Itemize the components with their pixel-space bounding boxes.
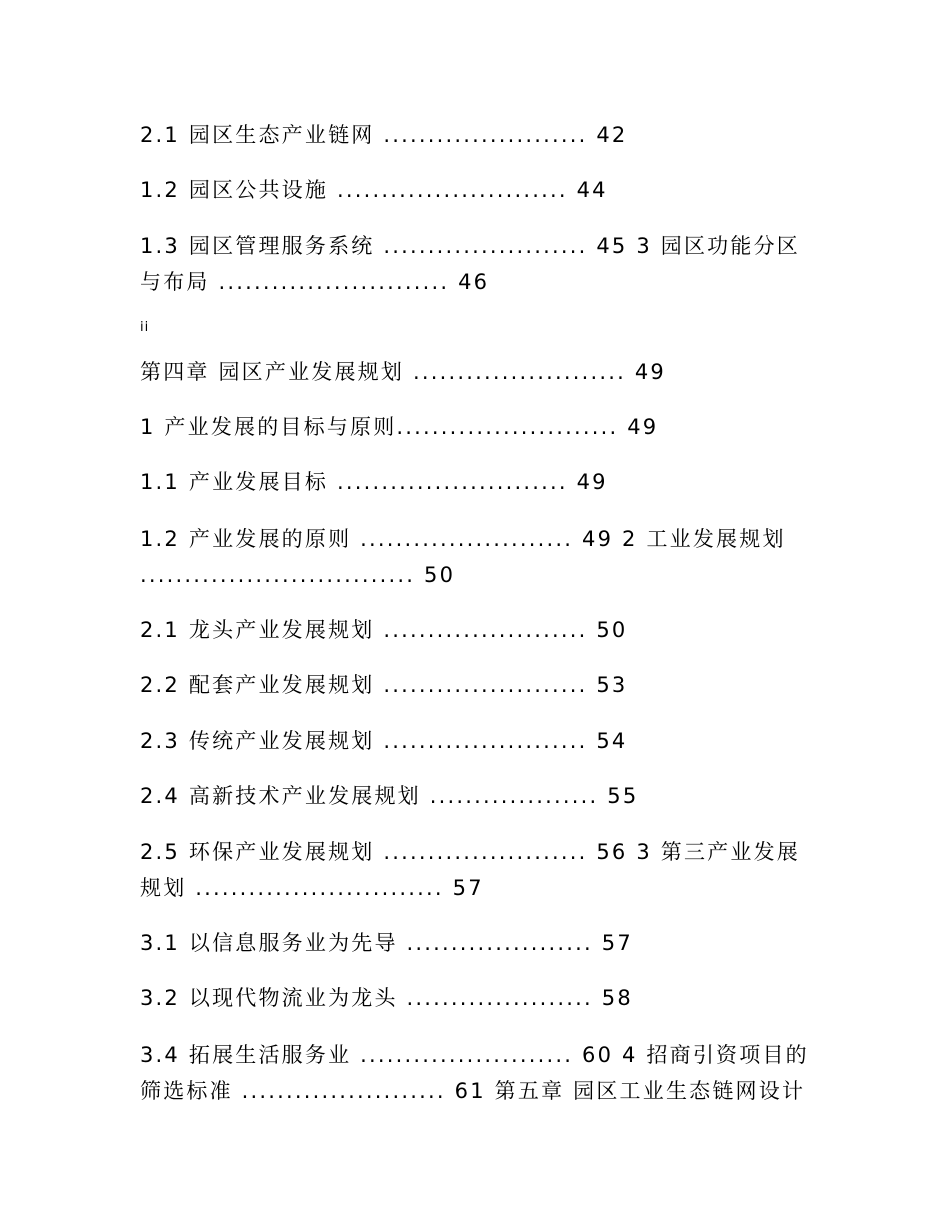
toc-entry-1-1: 1.1 产业发展目标 .......................... 49 bbox=[140, 470, 608, 494]
toc-entry-1-2: 1.2 园区公共设施 .......................... 44 bbox=[140, 178, 608, 202]
toc-entry-2-4: 2.4 高新技术产业发展规划 ................... 55 bbox=[140, 784, 639, 808]
toc-entry-3-1: 3.1 以信息服务业为先导 ..................... 57 bbox=[140, 931, 633, 955]
toc-entry-2-2: 2.2 配套产业发展规划 ....................... 53 bbox=[140, 673, 628, 697]
toc-entry-1: 1 产业发展的目标与原则......................... 49 bbox=[140, 415, 659, 439]
toc-entry-2-3: 2.3 传统产业发展规划 ....................... 54 bbox=[140, 729, 628, 753]
toc-entry-2-1: 2.1 园区生态产业链网 ....................... 42 bbox=[140, 123, 628, 147]
toc-entry-2-1-leading: 2.1 龙头产业发展规划 ....................... 50 bbox=[140, 618, 628, 642]
page-marker: ii bbox=[140, 320, 150, 335]
toc-entry-1-2-principles: 1.2 产业发展的原则 ........................ 49 2 工业发展规划 ............................... 50 bbox=[140, 527, 795, 587]
toc-entry-1-3: 1.3 园区管理服务系统 ....................... 45 3 园区功能分区与布局 .......................... 46 bbox=[140, 234, 800, 294]
toc-entry-2-5: 2.5 环保产业发展规划 ....................... 56 3 第三产业发展规划 ............................ 57 bbox=[140, 840, 800, 900]
toc-entry-3-4: 3.4 拓展生活服务业 ........................ 60 4 招商引资项目的筛选标准 ....................... 61 第五章 园区工业生态链网设计 bbox=[140, 1043, 809, 1103]
toc-entry-3-2: 3.2 以现代物流业为龙头 ..................... 58 bbox=[140, 986, 633, 1010]
toc-entry-chapter-4: 第四章 园区产业发展规划 ........................ 49 bbox=[140, 360, 666, 384]
